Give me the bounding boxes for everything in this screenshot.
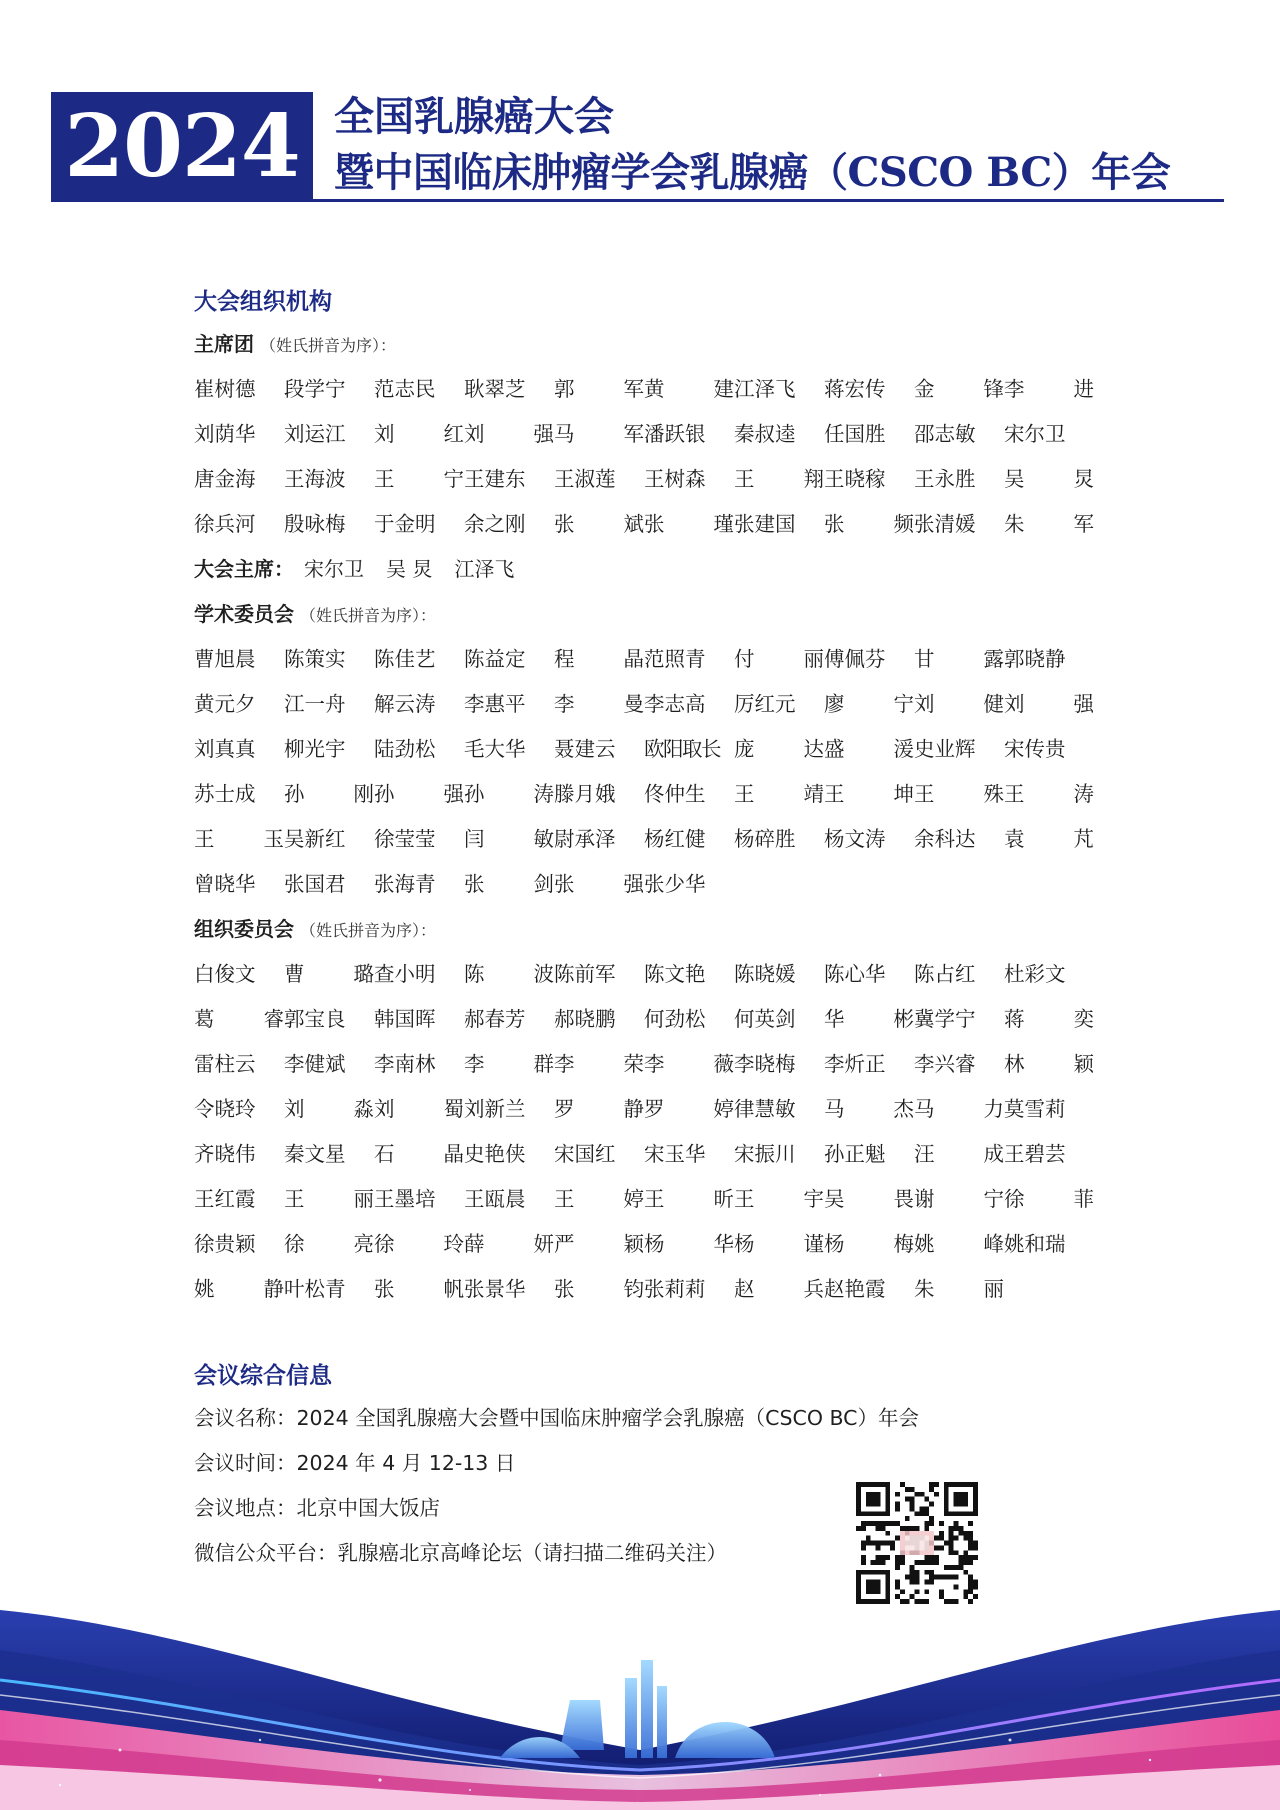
- person-name: 李 薇: [644, 1052, 734, 1076]
- person-name: 刘 红: [374, 422, 464, 446]
- person-name: 王树森: [644, 467, 706, 491]
- person-name: 宋尔卫: [1004, 422, 1066, 446]
- person-name: 刘 强: [464, 422, 554, 446]
- person-name: 欧阳取长: [644, 737, 720, 761]
- person-name: 徐 玲: [374, 1232, 464, 1256]
- person-name: 刘 淼: [284, 1097, 374, 1121]
- person-name: 宋传贵: [1004, 737, 1066, 761]
- chair-name: 宋尔卫: [304, 557, 364, 581]
- person-name: 王瓯晨: [464, 1187, 526, 1211]
- person-name: 杨 华: [644, 1232, 734, 1256]
- person-name: 杜彩文: [1004, 962, 1066, 986]
- person-name: 李南林: [374, 1052, 436, 1076]
- chair-name: 江泽飞: [454, 557, 515, 581]
- person-name: 姚 静: [194, 1277, 284, 1301]
- person-name: 吴 炅: [1004, 467, 1094, 491]
- person-name: 张 频: [824, 512, 914, 536]
- person-name: 余科达: [914, 827, 976, 851]
- person-name: 刘 健: [914, 692, 1004, 716]
- person-name: 陈 波: [464, 962, 554, 986]
- person-name: 潘跃银: [644, 422, 706, 446]
- person-name: 张建国: [734, 512, 796, 536]
- person-name: 陈晓媛: [734, 962, 796, 986]
- main-content: [194, 282, 1094, 1576]
- person-name: 王 玉: [194, 827, 284, 851]
- person-name: 王 丽: [284, 1187, 374, 1211]
- person-name: 段学宁: [284, 377, 346, 401]
- organizing-heading: [194, 907, 1094, 952]
- person-name: 刘运江: [284, 422, 346, 446]
- person-name: 宋国红: [554, 1142, 616, 1166]
- person-name: 江泽飞: [734, 377, 796, 401]
- person-name: 柳光宇: [284, 737, 346, 761]
- person-name: 张 强: [554, 872, 644, 896]
- person-name: 黄元夕: [194, 692, 256, 716]
- person-name: 汪 成: [914, 1142, 1004, 1166]
- person-name: 蒋 奕: [1004, 1007, 1094, 1031]
- person-name: 李炘正: [824, 1052, 886, 1076]
- person-name: 罗 静: [554, 1097, 644, 1121]
- person-name: 罗 婷: [644, 1097, 734, 1121]
- person-name: 邵志敏: [914, 422, 976, 446]
- person-name: 何劲松: [644, 1007, 706, 1031]
- person-name: 付 丽: [734, 647, 824, 671]
- person-name: 余之刚: [464, 512, 526, 536]
- person-name: 佟仲生: [644, 782, 706, 806]
- person-name: 张清媛: [914, 512, 976, 536]
- person-name: 石 晶: [374, 1142, 464, 1166]
- person-name: 王淑莲: [554, 467, 616, 491]
- person-name: 李 群: [464, 1052, 554, 1076]
- person-name: 宋玉华: [644, 1142, 706, 1166]
- person-name: 范志民: [374, 377, 436, 401]
- person-name: 甘 露: [914, 647, 1004, 671]
- person-name: 王晓稼: [824, 467, 886, 491]
- person-name: 任国胜: [824, 422, 886, 446]
- person-name: 陈策实: [284, 647, 346, 671]
- chairs-row: [194, 547, 1094, 592]
- person-name: 冀学宁: [914, 1007, 976, 1031]
- person-name: 吴新红: [284, 827, 346, 851]
- person-name: 曹 璐: [284, 962, 374, 986]
- person-name: 郭 军: [554, 377, 644, 401]
- person-name: 王 宁: [374, 467, 464, 491]
- person-name: 吴 畏: [824, 1187, 914, 1211]
- person-name: 姚 峰: [914, 1232, 1004, 1256]
- person-name: 陈占红: [914, 962, 976, 986]
- presidium-name-list: [194, 367, 1094, 547]
- conference-header: [51, 92, 1224, 204]
- person-name: 张莉莉: [644, 1277, 706, 1301]
- person-name: 杨红健: [644, 827, 706, 851]
- person-name: 秦文星: [284, 1142, 346, 1166]
- qr-code-icon[interactable]: [856, 1482, 978, 1604]
- organizing-name-list: [194, 952, 1094, 1312]
- academic-name-list: [194, 637, 1094, 907]
- academic-label: 学术委员会: [194, 602, 294, 626]
- person-name: 薛 妍: [464, 1232, 554, 1256]
- person-name: 耿翠芝: [464, 377, 526, 401]
- person-name: 王建东: [464, 467, 526, 491]
- person-name: 张 剑: [464, 872, 554, 896]
- person-name: 李晓梅: [734, 1052, 796, 1076]
- person-name: 杨文涛: [824, 827, 886, 851]
- person-name: 范照青: [644, 647, 706, 671]
- presidium-note: （姓氏拼音为序）：: [260, 336, 397, 355]
- person-name: 刘 蜀: [374, 1097, 464, 1121]
- person-name: 李 进: [1004, 377, 1094, 401]
- person-name: 徐莹莹: [374, 827, 436, 851]
- person-name: 孙 涛: [464, 782, 554, 806]
- person-name: 王 涛: [1004, 782, 1094, 806]
- chair-name: 吴 炅: [386, 557, 433, 581]
- meeting-time: 会议时间：2024 年 4 月 12-13 日: [194, 1451, 516, 1475]
- person-name: 聂建云: [554, 737, 616, 761]
- organization-section-title: 大会组织机构: [194, 289, 332, 315]
- meeting-wechat: 微信公众平台：乳腺癌北京高峰论坛（请扫描二维码关注）: [194, 1541, 727, 1565]
- person-name: 徐贵颖: [194, 1232, 256, 1256]
- person-name: 赵艳霞: [824, 1277, 886, 1301]
- person-name: 刘荫华: [194, 422, 256, 446]
- person-name: 李惠平: [464, 692, 526, 716]
- person-name: 江一舟: [284, 692, 346, 716]
- person-name: 李 曼: [554, 692, 644, 716]
- person-name: 杨碎胜: [734, 827, 796, 851]
- person-name: 张 帆: [374, 1277, 464, 1301]
- person-name: 于金明: [374, 512, 436, 536]
- person-name: 王 婷: [554, 1187, 644, 1211]
- person-name: 令晓玲: [194, 1097, 256, 1121]
- person-name: 徐 菲: [1004, 1187, 1094, 1211]
- organizing-label: 组织委员会: [194, 917, 294, 941]
- person-name: 朱 丽: [914, 1277, 1004, 1301]
- conference-title-line1: 全国乳腺癌大会: [334, 93, 614, 140]
- person-name: 马 杰: [824, 1097, 914, 1121]
- person-name: 傅佩芬: [824, 647, 886, 671]
- person-name: 王碧芸: [1004, 1142, 1066, 1166]
- person-name: 刘 强: [1004, 692, 1094, 716]
- person-name: 黄 建: [644, 377, 734, 401]
- presidium-heading: [194, 322, 1094, 367]
- person-name: 廖 宁: [824, 692, 914, 716]
- person-name: 马 军: [554, 422, 644, 446]
- person-name: 解云涛: [374, 692, 436, 716]
- person-name: 陈佳艺: [374, 647, 436, 671]
- person-name: 王 靖: [734, 782, 824, 806]
- chairs-label: 大会主席：: [194, 557, 294, 581]
- person-name: 查小明: [374, 962, 436, 986]
- person-name: 莫雪莉: [1004, 1097, 1066, 1121]
- person-name: 李兴睿: [914, 1052, 976, 1076]
- meeting-info-title: 会议综合信息: [194, 1363, 332, 1389]
- person-name: 严 颖: [554, 1232, 644, 1256]
- person-name: 刘真真: [194, 737, 256, 761]
- organizing-note: （姓氏拼音为序）：: [300, 921, 437, 940]
- header-divider: [313, 199, 1224, 202]
- person-name: 郭晓静: [1004, 647, 1066, 671]
- person-name: 毛大华: [464, 737, 526, 761]
- year-badge: 2024: [51, 92, 313, 202]
- person-name: 王墨培: [374, 1187, 436, 1211]
- person-name: 金 锋: [914, 377, 1004, 401]
- person-name: 程 晶: [554, 647, 644, 671]
- person-name: 张景华: [464, 1277, 526, 1301]
- person-name: 苏士成: [194, 782, 256, 806]
- person-name: 唐金海: [194, 467, 256, 491]
- person-name: 蒋宏传: [824, 377, 886, 401]
- person-name: 陆劲松: [374, 737, 436, 761]
- academic-note: （姓氏拼音为序）：: [300, 606, 437, 625]
- person-name: 张 斌: [554, 512, 644, 536]
- person-name: 盛 湲: [824, 737, 914, 761]
- person-name: 杨 梅: [824, 1232, 914, 1256]
- person-name: 孙 刚: [284, 782, 374, 806]
- person-name: 赵 兵: [734, 1277, 824, 1301]
- person-name: 李 荣: [554, 1052, 644, 1076]
- person-name: 张 钧: [554, 1277, 644, 1301]
- person-name: 林 颖: [1004, 1052, 1094, 1076]
- person-name: 尉承泽: [554, 827, 616, 851]
- meeting-venue: 会议地点：北京中国大饭店: [194, 1496, 440, 1520]
- person-name: 殷咏梅: [284, 512, 346, 536]
- person-name: 王红霞: [194, 1187, 256, 1211]
- person-name: 张国君: [284, 872, 346, 896]
- person-name: 陈前军: [554, 962, 616, 986]
- person-name: 孙 强: [374, 782, 464, 806]
- person-name: 马 力: [914, 1097, 1004, 1121]
- person-name: 白俊文: [194, 962, 256, 986]
- person-name: 王海波: [284, 467, 346, 491]
- person-name: 王 翔: [734, 467, 824, 491]
- person-name: 律慧敏: [734, 1097, 796, 1121]
- person-name: 厉红元: [734, 692, 796, 716]
- person-name: 陈益定: [464, 647, 526, 671]
- person-name: 华 彬: [824, 1007, 914, 1031]
- person-name: 陈文艳: [644, 962, 706, 986]
- person-name: 王永胜: [914, 467, 976, 491]
- meeting-name: 会议名称：2024 全国乳腺癌大会暨中国临床肿瘤学会乳腺癌（CSCO BC）年会: [194, 1406, 919, 1430]
- person-name: 徐兵河: [194, 512, 256, 536]
- person-name: 孙正魁: [824, 1142, 886, 1166]
- person-name: 姚和瑞: [1004, 1232, 1066, 1256]
- person-name: 雷柱云: [194, 1052, 256, 1076]
- person-name: 谢 宁: [914, 1187, 1004, 1211]
- person-name: 张海青: [374, 872, 436, 896]
- presidium-label: 主席团: [194, 332, 254, 356]
- person-name: 崔树德: [194, 377, 256, 401]
- person-name: 郝晓鹏: [554, 1007, 616, 1031]
- person-name: 滕月娥: [554, 782, 616, 806]
- person-name: 秦叔逵: [734, 422, 796, 446]
- footer-decoration: [0, 1590, 1280, 1810]
- person-name: 史艳侠: [464, 1142, 526, 1166]
- person-name: 杨 谨: [734, 1232, 824, 1256]
- academic-heading: [194, 592, 1094, 637]
- person-name: 曹旭晨: [194, 647, 256, 671]
- person-name: 郭宝良: [284, 1007, 346, 1031]
- person-name: 徐 亮: [284, 1232, 374, 1256]
- person-name: 陈心华: [824, 962, 886, 986]
- person-name: 李健斌: [284, 1052, 346, 1076]
- person-name: 张少华: [644, 872, 706, 896]
- person-name: 宋振川: [734, 1142, 796, 1166]
- person-name: 王 殊: [914, 782, 1004, 806]
- person-name: 齐晓伟: [194, 1142, 256, 1166]
- conference-title-line2: 暨中国临床肿瘤学会乳腺癌（CSCO BC）年会: [334, 149, 1171, 196]
- person-name: 朱 军: [1004, 512, 1094, 536]
- person-name: 袁 芃: [1004, 827, 1094, 851]
- person-name: 刘新兰: [464, 1097, 526, 1121]
- person-name: 何英剑: [734, 1007, 796, 1031]
- person-name: 王 昕: [644, 1187, 734, 1211]
- person-name: 韩国晖: [374, 1007, 436, 1031]
- person-name: 郝春芳: [464, 1007, 526, 1031]
- person-name: 王 宇: [734, 1187, 824, 1211]
- person-name: 曾晓华: [194, 872, 256, 896]
- person-name: 张 瑾: [644, 512, 734, 536]
- person-name: 李志高: [644, 692, 706, 716]
- person-name: 闫 敏: [464, 827, 554, 851]
- person-name: 庞 达: [734, 737, 824, 761]
- person-name: 王 坤: [824, 782, 914, 806]
- person-name: 葛 睿: [194, 1007, 284, 1031]
- person-name: 叶松青: [284, 1277, 346, 1301]
- person-name: 史业辉: [914, 737, 976, 761]
